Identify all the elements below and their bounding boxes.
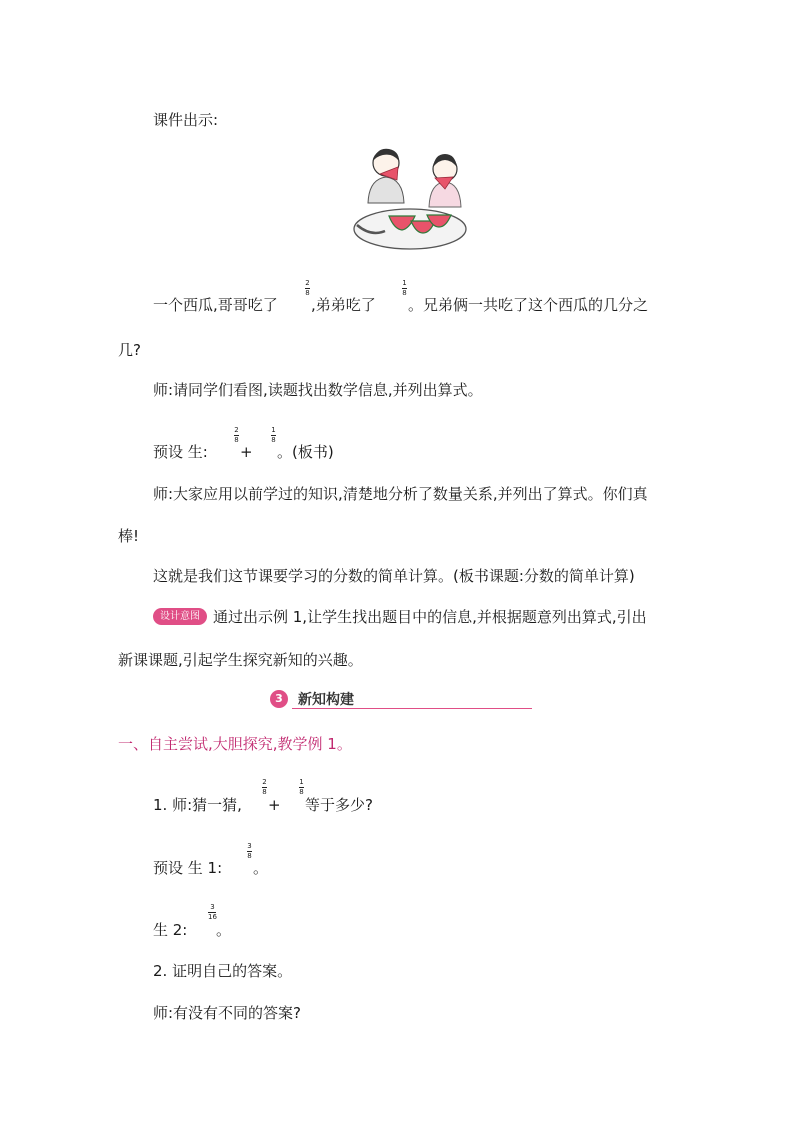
design-intent-badge: 设计意图 bbox=[153, 608, 207, 625]
section-title: 新知构建 bbox=[298, 692, 354, 708]
problem-part1: 一个西瓜,哥哥吃了 bbox=[153, 296, 278, 314]
preset-plus: + bbox=[240, 443, 253, 461]
preset-label: 预设 生: bbox=[153, 443, 208, 461]
watermelon-illustration bbox=[353, 143, 473, 253]
preset-tail: 。(板书) bbox=[277, 443, 334, 461]
problem-part3: 。兄弟俩一共吃了这个西瓜的几分之 bbox=[408, 296, 649, 314]
section-header bbox=[270, 688, 532, 712]
answer1-fraction: 3 8 bbox=[247, 842, 252, 860]
q1-label: 1. 师:猜一猜, bbox=[153, 796, 242, 814]
topic-line: 这就是我们这节课要学习的分数的简单计算。(板书课题:分数的简单计算) bbox=[153, 567, 635, 585]
section-number-badge: 3 bbox=[270, 690, 288, 708]
subheading: 一、自主尝试,大胆探究,教学例 1。 bbox=[118, 735, 352, 753]
answer1-label: 预设 生 1: bbox=[153, 859, 223, 877]
praise-line-2: 棒! bbox=[118, 527, 140, 545]
fraction-brother: 2 8 bbox=[305, 279, 310, 297]
answer2-label: 生 2: bbox=[153, 921, 188, 939]
design-intent-line-2: 新课课题,引起学生探究新知的兴趣。 bbox=[118, 651, 363, 669]
courseware-label: 课件出示: bbox=[153, 111, 219, 129]
q1-fraction-b: 1 8 bbox=[299, 778, 304, 796]
question-3: 师:有没有不同的答案? bbox=[153, 1004, 302, 1022]
problem-line-1 bbox=[153, 295, 278, 315]
teacher-prompt: 师:请同学们看图,读题找出数学信息,并列出算式。 bbox=[153, 381, 483, 399]
q1-tail: 等于多少? bbox=[305, 796, 373, 814]
answer1-tail: 。 bbox=[253, 859, 269, 877]
answer2-fraction: 3 16 bbox=[208, 903, 217, 921]
answer2-tail: 。 bbox=[216, 921, 232, 939]
problem-part4: 几? bbox=[118, 341, 141, 359]
praise-line-1: 师:大家应用以前学过的知识,清楚地分析了数量关系,并列出了算式。你们真 bbox=[153, 485, 648, 503]
q1-plus: + bbox=[268, 796, 281, 814]
fraction-sister: 1 8 bbox=[402, 279, 407, 297]
design-intent-line-1: 通过出示例 1,让学生找出题目中的信息,并根据题意列出算式,引出 bbox=[213, 608, 647, 626]
problem-part2: ,弟弟吃了 bbox=[311, 296, 376, 314]
section-underline bbox=[292, 708, 532, 709]
question-2: 2. 证明自己的答案。 bbox=[153, 962, 293, 980]
preset-fraction-a: 2 8 bbox=[234, 426, 239, 444]
preset-fraction-b: 1 8 bbox=[271, 426, 276, 444]
q1-fraction-a: 2 8 bbox=[262, 778, 267, 796]
